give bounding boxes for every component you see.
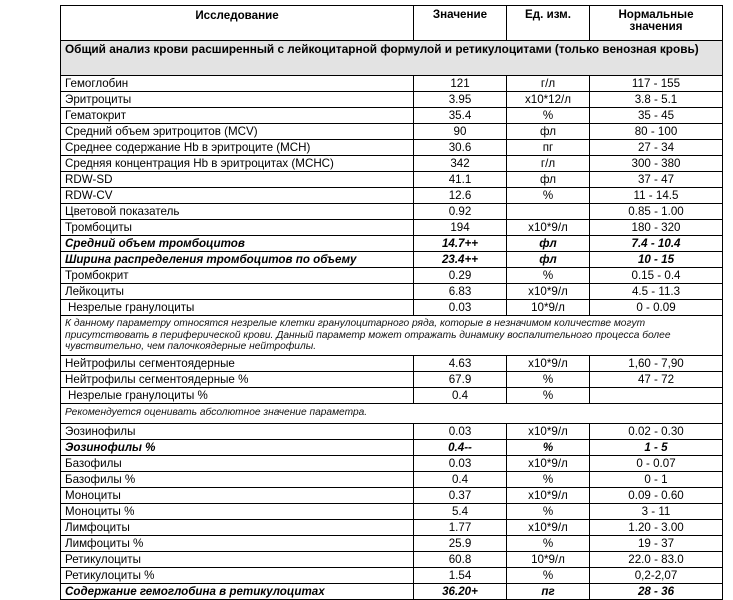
test-value: 0.4 xyxy=(414,471,507,487)
table-row-abnormal xyxy=(61,583,723,599)
table-body xyxy=(61,41,723,600)
test-name: Лейкоциты xyxy=(61,284,414,300)
test-unit: х10*9/л xyxy=(507,220,590,236)
test-value: 342 xyxy=(414,156,507,172)
test-reference-range: 22.0 - 83.0 xyxy=(590,551,723,567)
test-reference-range: 0 - 0.09 xyxy=(590,300,723,316)
test-reference-range: 3.8 - 5.1 xyxy=(590,92,723,108)
test-reference-range: 0.15 - 0.4 xyxy=(590,268,723,284)
test-reference-range: 19 - 37 xyxy=(590,535,723,551)
test-reference-range: 1.20 - 3.00 xyxy=(590,519,723,535)
test-name: Базофилы % xyxy=(61,471,414,487)
header-test-name: Исследование xyxy=(61,6,414,41)
test-unit: х10*12/л xyxy=(507,92,590,108)
table-row xyxy=(61,92,723,108)
note-row xyxy=(61,403,723,423)
test-value: 4.63 xyxy=(414,355,507,371)
test-value: 121 xyxy=(414,76,507,92)
table-row xyxy=(61,551,723,567)
table-row xyxy=(61,471,723,487)
test-value: 0.03 xyxy=(414,300,507,316)
test-unit: фл xyxy=(507,172,590,188)
table-row xyxy=(61,268,723,284)
test-reference-range: 0 - 1 xyxy=(590,471,723,487)
test-unit: фл xyxy=(507,252,590,268)
test-name: Лимфоциты xyxy=(61,519,414,535)
table-header-row xyxy=(61,6,723,41)
test-name: RDW-CV xyxy=(61,188,414,204)
test-name: Средний объем эритроцитов (MCV) xyxy=(61,124,414,140)
test-name: Эозинофилы xyxy=(61,423,414,439)
test-name: Базофилы xyxy=(61,455,414,471)
table-row xyxy=(61,188,723,204)
test-unit xyxy=(507,204,590,220)
test-reference-range: 0 - 0.07 xyxy=(590,455,723,471)
test-value: 41.1 xyxy=(414,172,507,188)
test-reference-range: 28 - 36 xyxy=(590,583,723,599)
test-name: Нейтрофилы сегментоядерные xyxy=(61,355,414,371)
test-reference-range: 35 - 45 xyxy=(590,108,723,124)
test-unit: % xyxy=(507,471,590,487)
test-name: Содержание гемоглобина в ретикулоцитах xyxy=(61,583,414,599)
header-unit: Ед. изм. xyxy=(507,6,590,41)
test-value: 60.8 xyxy=(414,551,507,567)
lab-results-sheet xyxy=(60,5,722,600)
table-row xyxy=(61,172,723,188)
test-name: Эозинофилы % xyxy=(61,439,414,455)
table-row xyxy=(61,156,723,172)
test-value: 0.4-- xyxy=(414,439,507,455)
test-value: 6.83 xyxy=(414,284,507,300)
test-unit: % xyxy=(507,567,590,583)
test-reference-range: 117 - 155 xyxy=(590,76,723,92)
test-name: Гематокрит xyxy=(61,108,414,124)
test-reference-range: 37 - 47 xyxy=(590,172,723,188)
test-reference-range: 4.5 - 11.3 xyxy=(590,284,723,300)
table-row xyxy=(61,387,723,403)
test-value: 194 xyxy=(414,220,507,236)
test-unit: % xyxy=(507,503,590,519)
test-unit: 10*9/л xyxy=(507,300,590,316)
test-value: 23.4++ xyxy=(414,252,507,268)
test-unit: пг xyxy=(507,583,590,599)
test-name: Ретикулоциты xyxy=(61,551,414,567)
table-row xyxy=(61,355,723,371)
test-unit: % xyxy=(507,439,590,455)
table-row xyxy=(61,284,723,300)
table-row xyxy=(61,487,723,503)
table-row xyxy=(61,140,723,156)
test-unit: х10*9/л xyxy=(507,487,590,503)
test-unit: фл xyxy=(507,236,590,252)
table-row xyxy=(61,300,723,316)
test-reference-range: 0.02 - 0.30 xyxy=(590,423,723,439)
test-reference-range: 0.09 - 0.60 xyxy=(590,487,723,503)
table-row-abnormal xyxy=(61,252,723,268)
header-value: Значение xyxy=(414,6,507,41)
table-row xyxy=(61,220,723,236)
test-unit: х10*9/л xyxy=(507,455,590,471)
test-name: Средняя концентрация Hb в эритроцитах (MCHC) xyxy=(61,156,414,172)
test-name: Лимфоциты % xyxy=(61,535,414,551)
test-name: Среднее содержание Hb в эритроците (MCH) xyxy=(61,140,414,156)
note-row xyxy=(61,316,723,356)
test-unit: % xyxy=(507,535,590,551)
test-name: Ретикулоциты % xyxy=(61,567,414,583)
test-unit: х10*9/л xyxy=(507,519,590,535)
test-value: 0.03 xyxy=(414,423,507,439)
test-name: Тромбоциты xyxy=(61,220,414,236)
test-name: Эритроциты xyxy=(61,92,414,108)
test-reference-range xyxy=(590,387,723,403)
test-unit: фл xyxy=(507,124,590,140)
test-name: Моноциты xyxy=(61,487,414,503)
test-name: Средний объем тромбоцитов xyxy=(61,236,414,252)
test-name: Моноциты % xyxy=(61,503,414,519)
test-value: 0.03 xyxy=(414,455,507,471)
test-value: 1.54 xyxy=(414,567,507,583)
test-unit: г/л xyxy=(507,76,590,92)
test-name: Незрелые гранулоциты % xyxy=(61,387,414,403)
test-reference-range: 7.4 - 10.4 xyxy=(590,236,723,252)
table-row-abnormal xyxy=(61,439,723,455)
test-value: 14.7++ xyxy=(414,236,507,252)
test-reference-range: 11 - 14.5 xyxy=(590,188,723,204)
test-name: Нейтрофилы сегментоядерные % xyxy=(61,371,414,387)
test-name: Гемоглобин xyxy=(61,76,414,92)
test-reference-range: 1 - 5 xyxy=(590,439,723,455)
test-name: Ширина распределения тромбоцитов по объему xyxy=(61,252,414,268)
table-row xyxy=(61,124,723,140)
test-name: RDW-SD xyxy=(61,172,414,188)
test-unit: пг xyxy=(507,140,590,156)
test-value: 5.4 xyxy=(414,503,507,519)
test-value: 3.95 xyxy=(414,92,507,108)
note-text: Рекомендуется оценивать абсолютное значение параметра. xyxy=(61,403,723,423)
test-value: 36.20+ xyxy=(414,583,507,599)
test-reference-range: 27 - 34 xyxy=(590,140,723,156)
test-reference-range: 300 - 380 xyxy=(590,156,723,172)
test-unit: г/л xyxy=(507,156,590,172)
test-reference-range: 1,60 - 7,90 xyxy=(590,355,723,371)
test-name: Тромбокрит xyxy=(61,268,414,284)
test-value: 12.6 xyxy=(414,188,507,204)
table-row xyxy=(61,567,723,583)
test-unit: % xyxy=(507,387,590,403)
test-unit: 10*9/л xyxy=(507,551,590,567)
test-unit: % xyxy=(507,188,590,204)
test-value: 67.9 xyxy=(414,371,507,387)
lab-results-table xyxy=(60,5,723,600)
section-title-row xyxy=(61,41,723,76)
table-row xyxy=(61,108,723,124)
test-unit: % xyxy=(507,371,590,387)
test-unit: х10*9/л xyxy=(507,355,590,371)
test-value: 0.92 xyxy=(414,204,507,220)
table-row xyxy=(61,455,723,471)
test-unit: х10*9/л xyxy=(507,284,590,300)
header-reference-range: Нормальные значения xyxy=(590,6,723,41)
test-value: 35.4 xyxy=(414,108,507,124)
test-value: 0.4 xyxy=(414,387,507,403)
table-row xyxy=(61,535,723,551)
test-reference-range: 3 - 11 xyxy=(590,503,723,519)
test-value: 1.77 xyxy=(414,519,507,535)
table-row xyxy=(61,423,723,439)
test-value: 0.37 xyxy=(414,487,507,503)
test-reference-range: 0,2-2,07 xyxy=(590,567,723,583)
test-reference-range: 0.85 - 1.00 xyxy=(590,204,723,220)
test-value: 90 xyxy=(414,124,507,140)
section-title: Общий анализ крови расширенный с лейкоцитарной формулой и ретикулоцитами (только венозная кровь) xyxy=(61,41,723,76)
table-row xyxy=(61,519,723,535)
table-row xyxy=(61,503,723,519)
test-reference-range: 47 - 72 xyxy=(590,371,723,387)
test-name: Цветовой показатель xyxy=(61,204,414,220)
test-unit: х10*9/л xyxy=(507,423,590,439)
test-value: 30.6 xyxy=(414,140,507,156)
test-value: 0.29 xyxy=(414,268,507,284)
test-reference-range: 80 - 100 xyxy=(590,124,723,140)
table-row xyxy=(61,76,723,92)
table-row xyxy=(61,204,723,220)
test-reference-range: 10 - 15 xyxy=(590,252,723,268)
test-unit: % xyxy=(507,268,590,284)
note-text: К данному параметру относятся незрелые клетки гранулоцитарного ряда, которые в незначимом количестве могут присутствовать в периферической крови. Данный параметр может отражать динамику воспалительного процесса более чувствительно, чем палочкоядерные нейтрофилы. xyxy=(61,316,723,356)
test-reference-range: 180 - 320 xyxy=(590,220,723,236)
test-value: 25.9 xyxy=(414,535,507,551)
table-row-abnormal xyxy=(61,236,723,252)
test-unit: % xyxy=(507,108,590,124)
table-row xyxy=(61,371,723,387)
test-name: Незрелые гранулоциты xyxy=(61,300,414,316)
